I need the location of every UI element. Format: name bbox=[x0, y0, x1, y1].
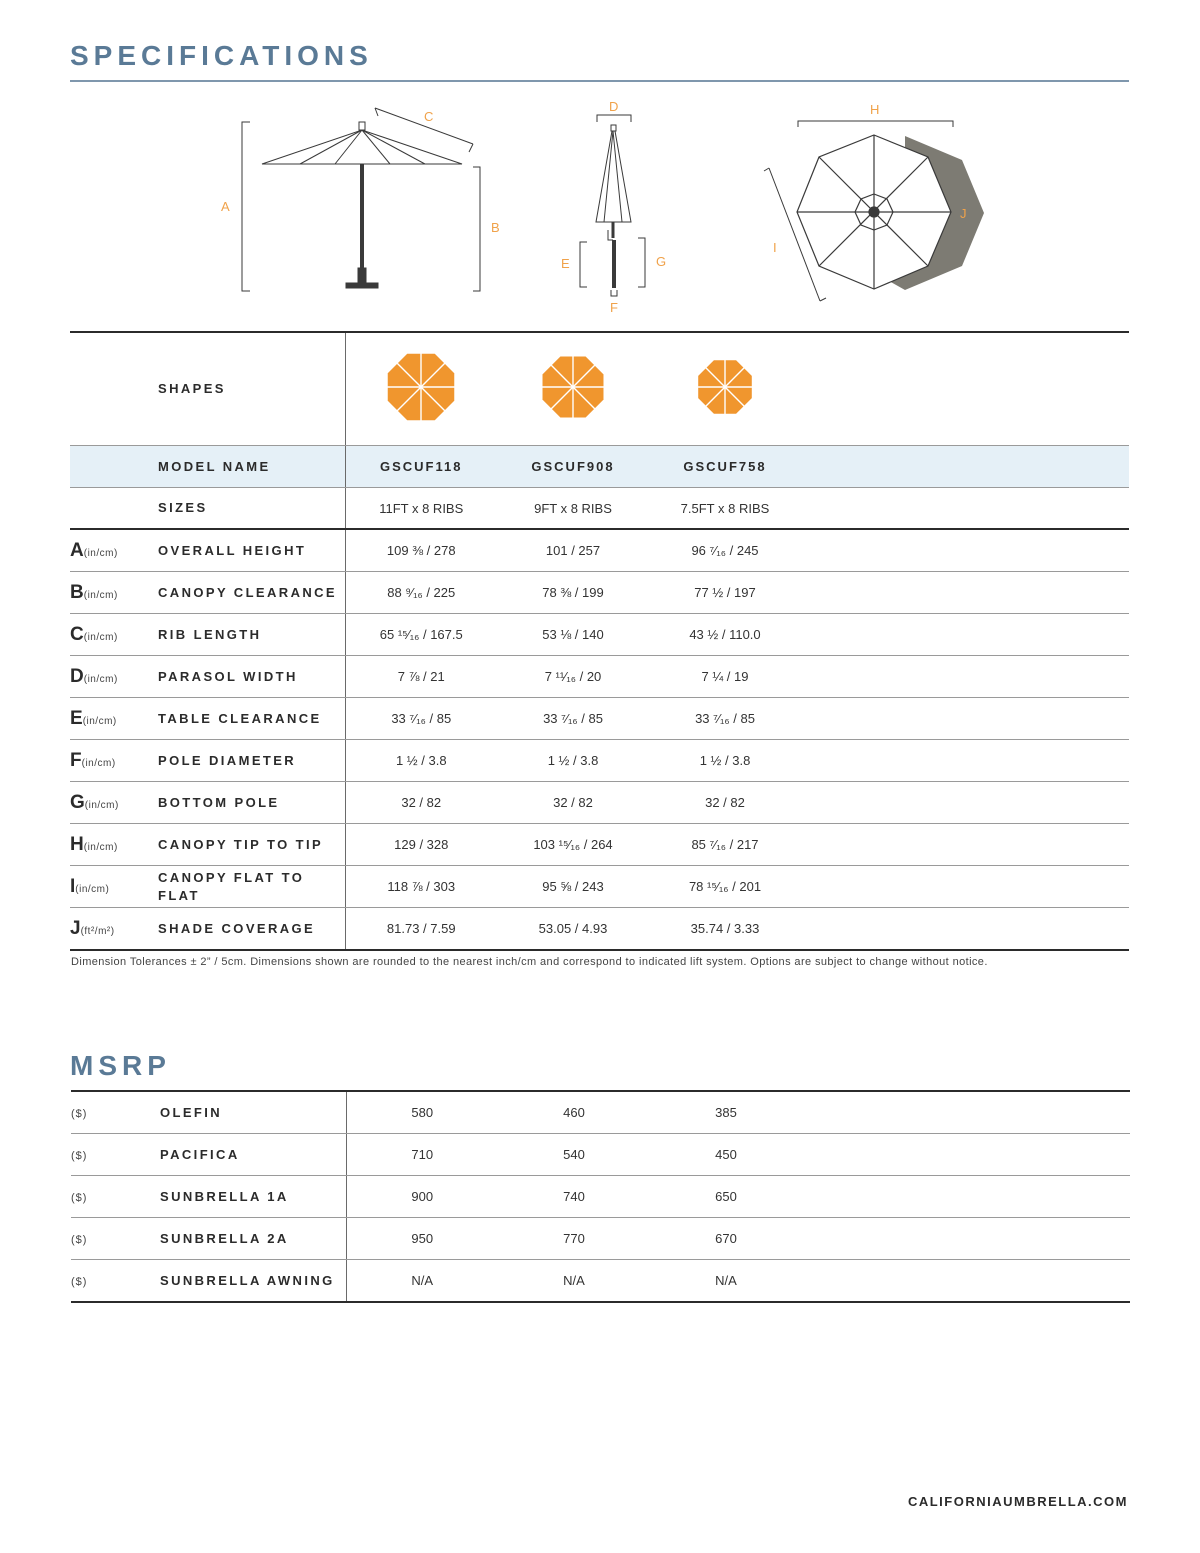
currency-unit: ($) bbox=[71, 1107, 88, 1120]
dimension-letter: A bbox=[70, 539, 84, 561]
price-value: 770 bbox=[498, 1218, 650, 1260]
letter-j: J bbox=[960, 206, 967, 221]
letter-i: I bbox=[773, 240, 777, 255]
dimension-label: CANOPY FLAT TO FLAT bbox=[158, 869, 305, 903]
dimension-value: 81.73 / 7.59 bbox=[386, 921, 456, 936]
spec-row bbox=[70, 698, 1129, 740]
dimension-unit: (in/cm) bbox=[83, 589, 118, 601]
spec-row bbox=[70, 740, 1129, 782]
shapes-label: SHAPES bbox=[158, 381, 226, 396]
price-value: 650 bbox=[650, 1176, 802, 1218]
dimension-value: 32 / 82 bbox=[497, 782, 649, 824]
specifications-title: SPECIFICATIONS bbox=[70, 40, 373, 71]
dimension-value: 103 ¹⁵⁄₁₆ / 264 bbox=[497, 824, 649, 866]
specifications-table bbox=[70, 331, 1129, 951]
octagon-shape-icon bbox=[685, 347, 765, 427]
dimension-value: 7 ¹¹⁄₁₆ / 20 bbox=[497, 656, 649, 698]
dimension-letter: C bbox=[70, 623, 84, 645]
website-footer: CALIFORNIAUMBRELLA.COM bbox=[907, 1494, 1128, 1509]
dimension-value: 78 ¹⁵⁄₁₆ / 201 bbox=[649, 866, 801, 908]
dimension-value: 53 ⅛ / 140 bbox=[497, 614, 649, 656]
model-name-label: MODEL NAME bbox=[158, 458, 271, 474]
spec-row bbox=[70, 614, 1129, 656]
price-value: 540 bbox=[498, 1134, 650, 1176]
dimension-value: 32 / 82 bbox=[649, 782, 801, 824]
dimension-unit: (ft²/m²) bbox=[80, 925, 115, 937]
msrp-row bbox=[71, 1260, 1130, 1303]
dimension-value: 65 ¹⁵⁄₁₆ / 167.5 bbox=[345, 614, 497, 656]
dimension-unit: (in/cm) bbox=[83, 631, 118, 643]
dimension-letter: G bbox=[70, 791, 85, 813]
dimension-label: TABLE CLEARANCE bbox=[158, 710, 322, 726]
side-view-umbrella bbox=[242, 108, 480, 291]
msrp-title: MSRP bbox=[70, 1050, 171, 1081]
model-name: GSCUF758 bbox=[683, 459, 767, 474]
dimension-label: PARASOL WIDTH bbox=[158, 668, 298, 684]
top-view-octagon bbox=[764, 121, 984, 301]
dimension-label: CANOPY CLEARANCE bbox=[158, 584, 338, 600]
currency-unit: ($) bbox=[71, 1191, 88, 1204]
dimension-letter: F bbox=[70, 749, 82, 771]
dimension-value: 35.74 / 3.33 bbox=[690, 921, 760, 936]
letter-g: G bbox=[656, 254, 667, 269]
dimension-value: 1 ½ / 3.8 bbox=[497, 740, 649, 782]
dimension-value: 33 ⁷⁄₁₆ / 85 bbox=[345, 698, 497, 740]
model-name: GSCUF908 bbox=[531, 459, 615, 474]
dimension-unit: (in/cm) bbox=[83, 547, 118, 559]
price-value: 710 bbox=[346, 1134, 498, 1176]
dimension-value: 95 ⅝ / 243 bbox=[497, 866, 649, 908]
msrp-row bbox=[71, 1218, 1130, 1260]
dimension-label: SHADE COVERAGE bbox=[158, 920, 316, 936]
price-value: 580 bbox=[346, 1091, 498, 1134]
spec-row bbox=[70, 782, 1129, 824]
dimension-value: 1 ½ / 3.8 bbox=[345, 740, 497, 782]
spec-row bbox=[70, 529, 1129, 572]
octagon-shape-icon bbox=[533, 347, 613, 427]
size-value: 7.5FT x 8 RIBS bbox=[649, 488, 801, 530]
dimension-value: 101 / 257 bbox=[497, 529, 649, 572]
dimension-label: CANOPY TIP TO TIP bbox=[158, 836, 324, 852]
currency-unit: ($) bbox=[71, 1275, 88, 1288]
letter-e: E bbox=[561, 256, 570, 271]
dimension-unit: (in/cm) bbox=[83, 673, 118, 685]
price-value: 385 bbox=[650, 1091, 802, 1134]
dimension-value: 88 ⁹⁄₁₆ / 225 bbox=[345, 572, 497, 614]
dimension-letter: D bbox=[70, 665, 84, 687]
fabric-label: SUNBRELLA 2A bbox=[160, 1230, 289, 1246]
title-rule bbox=[70, 80, 1129, 82]
dimension-unit: (in/cm) bbox=[81, 757, 116, 769]
size-value: 9FT x 8 RIBS bbox=[497, 488, 649, 530]
dimension-letter: I bbox=[70, 875, 76, 897]
dimension-unit: (in/cm) bbox=[83, 841, 118, 853]
msrp-row bbox=[71, 1134, 1130, 1176]
msrp-row bbox=[71, 1091, 1130, 1134]
fabric-label: OLEFIN bbox=[160, 1104, 223, 1120]
dimension-value: 85 ⁷⁄₁₆ / 217 bbox=[649, 824, 801, 866]
closed-umbrella bbox=[580, 115, 645, 296]
dimension-unit: (in/cm) bbox=[82, 715, 117, 727]
dimension-label: RIB LENGTH bbox=[158, 626, 262, 642]
tolerance-note: Dimension Tolerances ± 2” / 5cm. Dimensions shown are rounded to the nearest inch/cm and correspond to indicated lift system. Options are subject to change without notice. bbox=[71, 956, 988, 968]
dimension-value: 33 ⁷⁄₁₆ / 85 bbox=[649, 698, 801, 740]
price-value: 900 bbox=[346, 1176, 498, 1218]
dimension-value: 109 ⅜ / 278 bbox=[345, 529, 497, 572]
size-value: 11FT x 8 RIBS bbox=[345, 488, 497, 530]
spec-row bbox=[70, 908, 1129, 951]
dimension-label: OVERALL HEIGHT bbox=[158, 542, 307, 558]
letter-b: B bbox=[491, 220, 500, 235]
fabric-label: SUNBRELLA AWNING bbox=[160, 1272, 335, 1288]
sizes-label: SIZES bbox=[158, 500, 208, 515]
price-value: N/A bbox=[563, 1273, 585, 1288]
price-value: 670 bbox=[650, 1218, 802, 1260]
dimension-unit: (in/cm) bbox=[84, 799, 119, 811]
dimension-value: 33 ⁷⁄₁₆ / 85 bbox=[497, 698, 649, 740]
spec-row bbox=[70, 824, 1129, 866]
dimension-value: 78 ⅜ / 199 bbox=[497, 572, 649, 614]
dimension-label: POLE DIAMETER bbox=[158, 752, 297, 768]
dimension-label: BOTTOM POLE bbox=[158, 794, 280, 810]
dimension-unit: (in/cm) bbox=[75, 883, 110, 895]
model-name-row bbox=[70, 446, 1129, 488]
price-value: N/A bbox=[411, 1273, 434, 1288]
price-value: 740 bbox=[498, 1176, 650, 1218]
dimension-value: 77 ½ / 197 bbox=[649, 572, 801, 614]
letter-f: F bbox=[610, 300, 618, 315]
dimension-letter: J bbox=[70, 917, 81, 939]
sizes-row bbox=[70, 488, 1129, 530]
dimension-letter: H bbox=[70, 833, 84, 855]
price-value: N/A bbox=[715, 1273, 737, 1288]
spec-row bbox=[70, 866, 1129, 908]
dimension-value: 43 ½ / 110.0 bbox=[649, 614, 801, 656]
dimension-value: 7 ⅞ / 21 bbox=[345, 656, 497, 698]
spec-row bbox=[70, 572, 1129, 614]
currency-unit: ($) bbox=[71, 1233, 88, 1246]
dimension-letter: B bbox=[70, 581, 84, 603]
price-value: 450 bbox=[650, 1134, 802, 1176]
msrp-table bbox=[71, 1090, 1130, 1303]
dimension-value: 32 / 82 bbox=[345, 782, 497, 824]
shapes-row bbox=[70, 332, 1129, 446]
spec-row bbox=[70, 656, 1129, 698]
price-value: 460 bbox=[498, 1091, 650, 1134]
dimension-value: 1 ½ / 3.8 bbox=[649, 740, 801, 782]
umbrella-diagram bbox=[0, 90, 1200, 325]
model-name: GSCUF118 bbox=[380, 459, 463, 474]
fabric-label: PACIFICA bbox=[160, 1146, 240, 1162]
letter-a: A bbox=[221, 199, 230, 214]
currency-unit: ($) bbox=[71, 1149, 88, 1162]
dimension-value: 129 / 328 bbox=[345, 824, 497, 866]
dimension-value: 96 ⁷⁄₁₆ / 245 bbox=[649, 529, 801, 572]
dimension-value: 118 ⅞ / 303 bbox=[345, 866, 497, 908]
dimension-value: 53.05 / 4.93 bbox=[538, 921, 608, 936]
letter-h: H bbox=[870, 102, 880, 117]
dimension-letter: E bbox=[70, 707, 83, 729]
fabric-label: SUNBRELLA 1A bbox=[160, 1188, 289, 1204]
msrp-row bbox=[71, 1176, 1130, 1218]
price-value: 950 bbox=[346, 1218, 498, 1260]
letter-c: C bbox=[424, 109, 434, 124]
dimension-value: 7 ¼ / 19 bbox=[649, 656, 801, 698]
letter-d: D bbox=[609, 99, 619, 114]
octagon-shape-icon bbox=[381, 347, 461, 427]
